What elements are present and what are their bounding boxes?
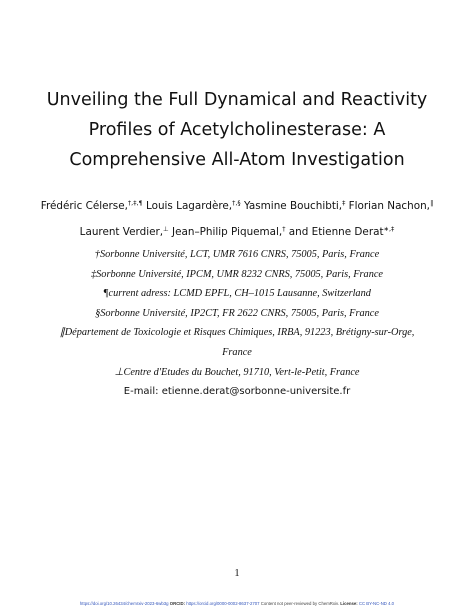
author-name: Yasmine Bouchibti, (243, 200, 343, 212)
affiliation: ‡Sorbonne Université, IPCM, UMR 8232 CNRS, 75005, Paris, France (91, 268, 383, 280)
title-line: Comprehensive All-Atom Investigation (69, 150, 405, 170)
affiliation: ¶current adress: LCMD EPFL, CH–1015 Lausanne, Switzerland (103, 288, 371, 300)
author-name: Louis Lagardère, (146, 200, 233, 212)
author-affil-marks: ‡ (342, 199, 346, 207)
preprint-footer (0, 601, 474, 606)
page-number: 1 (234, 568, 240, 579)
author-affil-marks: †,§ (232, 199, 241, 207)
author-affil-marks: ∥ (429, 199, 434, 207)
author-affil-marks: ⊥ (163, 225, 169, 233)
affiliation: §Sorbonne Université, IP2CT, FR 2622 CNRS, 75005, Paris, France (95, 307, 379, 319)
author-name: Laurent Verdier, (79, 226, 164, 238)
affiliation: ⊥Centre d'Etudes du Bouchet, 91710, Vert-le-Petit, France (114, 366, 360, 378)
contact-email (20, 384, 454, 400)
affiliation: ∥Département de Toxicologie et Risques Chimiques, IRBA, 91223, Brétigny-sur-Orge, (59, 327, 415, 339)
affiliation: †Sorbonne Université, LCT, UMR 7616 CNRS, 75005, Paris, France (94, 249, 380, 260)
review-note: Content not peer-reviewed by ChemRxiv. (260, 601, 340, 606)
title-line: Profiles of Acetylcholinesterase: A (88, 120, 386, 140)
author-name: Jean–Philip Piquemal, (172, 226, 283, 238)
author-affil-marks: † (282, 225, 286, 233)
author-line (20, 219, 454, 245)
author-name: and Etienne Derat (288, 226, 384, 238)
email-label: E-mail: (123, 386, 159, 397)
affiliations (20, 245, 454, 382)
email-address[interactable]: etienne.derat@sorbonne-universite.fr (161, 386, 351, 397)
author-affil-marks: †,‡,¶ (127, 199, 143, 207)
doi-link[interactable]: https://doi.org/10.26434/chemrxiv-2023-6wb3g (79, 601, 169, 606)
author-name: Florian Nachon, (348, 200, 430, 212)
author-affil-marks: ∗,‡ (383, 225, 395, 233)
orcid-label: ORCID: (169, 601, 186, 606)
license-label: License: (340, 601, 358, 606)
author-name: Frédéric Célerse, (40, 200, 128, 212)
author-list (20, 193, 454, 245)
license-link[interactable]: CC BY-NC-ND 4.0 (358, 601, 395, 606)
affiliation: France (222, 346, 252, 358)
paper-title (40, 85, 434, 175)
title-line: Unveiling the Full Dynamical and Reactivity (46, 90, 428, 110)
author-line (20, 193, 454, 219)
orcid-link[interactable]: https://orcid.org/0000-0002-8637-2707 (186, 601, 260, 606)
